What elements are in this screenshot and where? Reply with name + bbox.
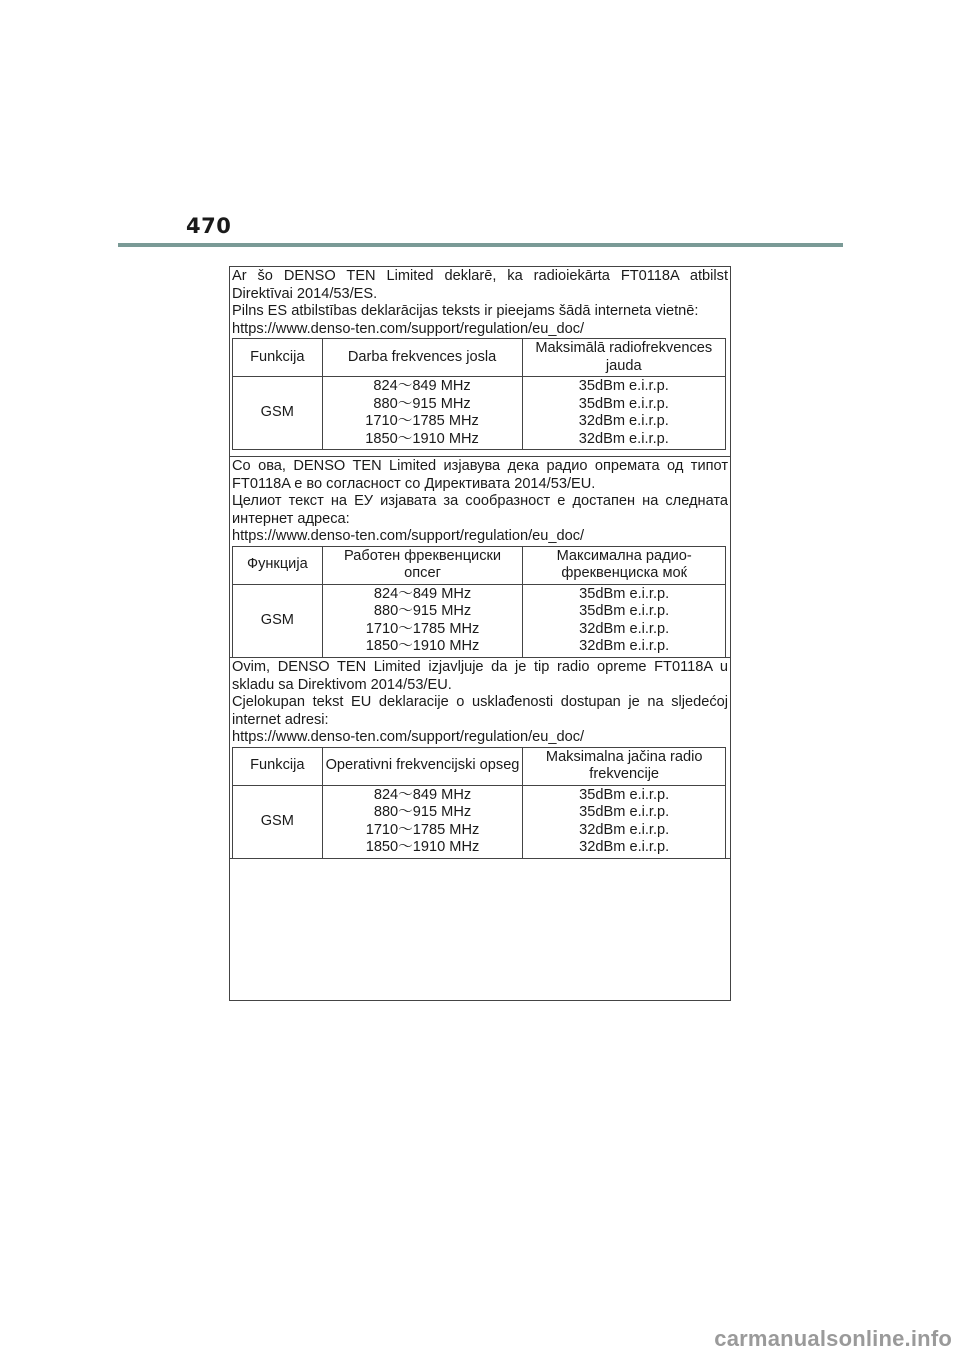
declaration-section-macedonian: [229, 456, 731, 658]
table-row: [233, 584, 726, 657]
watermark-logo: carmanualsonline.info: [714, 1326, 952, 1351]
power-value: 32dBm e.i.r.p.: [579, 821, 670, 838]
table-row: [233, 785, 726, 858]
band-value: 880～915 MHz: [373, 395, 471, 412]
power-value: 35dBm e.i.r.p.: [578, 378, 669, 394]
cell-bands: [322, 584, 523, 657]
power-value: 35dBm e.i.r.p.: [579, 804, 670, 820]
declaration-section-latvian: [229, 268, 731, 450]
header-rule: [118, 243, 843, 247]
cell-powers: [523, 785, 726, 858]
cell-bands: [322, 377, 522, 450]
power-value: 32dBm e.i.r.p.: [579, 620, 670, 637]
declaration-url[interactable]: https://www.denso-ten.com/support/regulation/eu_doc/: [232, 320, 585, 337]
declaration-statement: Со ова, DENSO TEN Limited изјавува дека радио опремата од типот FT0118A е во согласност со Директивата 2014/53/EU.: [232, 458, 728, 492]
table-header-row: [233, 339, 726, 377]
power-value: 32dBm e.i.r.p.: [579, 839, 670, 855]
declaration-availability: Pilns ES atbilstības deklarācijas teksts ir pieejams šādā interneta vietnē:: [232, 303, 699, 319]
cell-function: GSM: [233, 785, 323, 858]
table-header-row: [233, 546, 726, 584]
header-function: Funkcija: [233, 747, 323, 785]
cell-powers: [522, 377, 725, 450]
frequency-table: [232, 747, 726, 859]
frequency-table: [232, 546, 726, 658]
header-power: Maksimalna jačina radio frekvencije: [523, 747, 726, 785]
header-function: Funkcija: [233, 339, 323, 377]
band-value: 824～849 MHz: [373, 378, 471, 394]
declaration-availability: Cjelokupan tekst EU deklaracije o usklađenosti dostupan je na sljedećoj internet adresi:: [232, 694, 728, 728]
header-band: Darba frekvences josla: [322, 339, 522, 377]
band-value: 880～915 MHz: [373, 804, 472, 820]
cell-bands: [322, 785, 523, 858]
band-value: 824～849 MHz: [373, 585, 472, 602]
declaration-url[interactable]: https://www.denso-ten.com/support/regulation/eu_doc/: [232, 729, 585, 745]
cell-function: GSM: [233, 584, 323, 657]
power-value: 35dBm e.i.r.p.: [579, 786, 670, 803]
declaration-url[interactable]: https://www.denso-ten.com/support/regulation/eu_doc/: [232, 528, 585, 544]
table-header-row: [233, 747, 726, 785]
band-value: 1850～1910 MHz: [365, 839, 480, 855]
band-value: 1850～1910 MHz: [365, 430, 479, 447]
band-value: 1710～1785 MHz: [365, 620, 480, 637]
band-value: 1850～1910 MHz: [365, 638, 480, 654]
band-value: 1710～1785 MHz: [365, 821, 480, 838]
header-band: Operativni frekvencijski opseg: [322, 747, 523, 785]
band-value: 880～915 MHz: [373, 603, 472, 619]
declaration-availability: Целиот текст на ЕУ изјавата за сообразност е достапен на следната интернет адреса:: [232, 493, 728, 527]
power-value: 35dBm e.i.r.p.: [579, 603, 670, 619]
declaration-statement: Ar šo DENSO TEN Limited deklarē, ka radioiekārta FT0118A atbilst Direktīvai 2014/53/ES.: [232, 268, 728, 302]
band-value: 1710～1785 MHz: [365, 413, 479, 429]
power-value: 35dBm e.i.r.p.: [578, 395, 669, 412]
frequency-table: [232, 338, 726, 450]
header-power: Максимална радио-фреквенциска моќ: [523, 546, 726, 584]
cell-function: GSM: [233, 377, 323, 450]
declaration-text: [229, 458, 731, 546]
band-value: 824～849 MHz: [373, 786, 472, 803]
power-value: 32dBm e.i.r.p.: [578, 413, 669, 429]
declaration-text: [229, 659, 731, 747]
power-value: 32dBm e.i.r.p.: [578, 430, 669, 447]
header-function: Функција: [233, 546, 323, 584]
header-power: Maksimālā radiofrekvences jauda: [522, 339, 725, 377]
declaration-section-bosnian: [229, 657, 731, 859]
declaration-statement: Ovim, DENSO TEN Limited izjavljuje da je tip radio opreme FT0118A u skladu sa Direktivom 2014/53/EU.: [232, 659, 728, 693]
power-value: 35dBm e.i.r.p.: [579, 585, 670, 602]
power-value: 32dBm e.i.r.p.: [579, 638, 670, 654]
cell-powers: [523, 584, 726, 657]
table-row: [233, 377, 726, 450]
section-divider: [229, 858, 731, 859]
page-number: 470: [186, 214, 232, 238]
header-band: Работен фреквенциски опсег: [322, 546, 523, 584]
declaration-text: [229, 268, 731, 338]
